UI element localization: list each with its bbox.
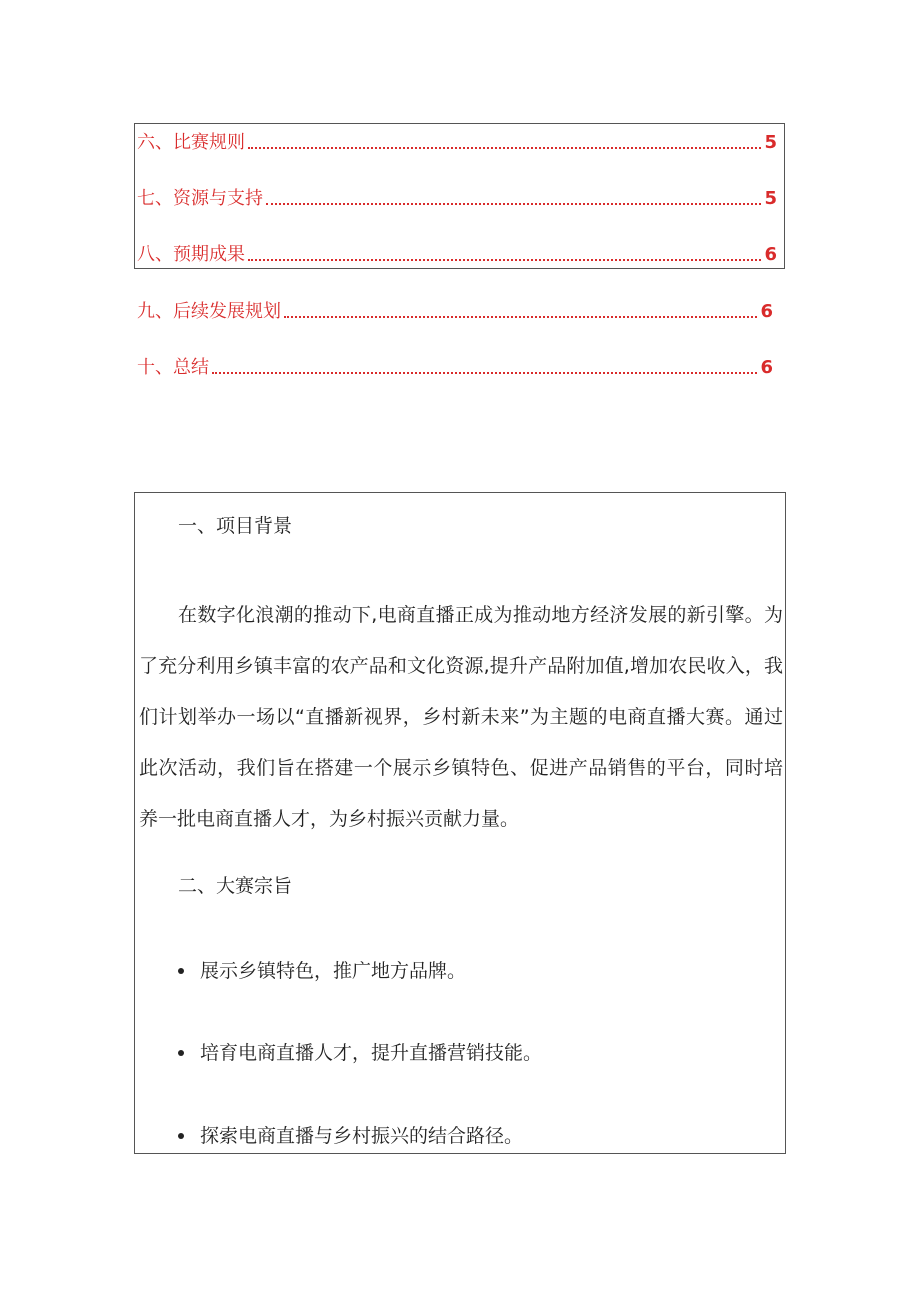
- bullet-dot-icon: [178, 1133, 184, 1139]
- toc-entry-9[interactable]: [137, 297, 773, 327]
- toc-entry-title: 九、后续发展规划: [137, 301, 281, 322]
- toc-entry-page: 6: [764, 244, 777, 265]
- purpose-bullet-text: 展示乡镇特色，推广地方品牌。: [200, 960, 467, 982]
- purpose-bullet-text: 探索电商直播与乡村振兴的结合路径。: [200, 1125, 524, 1147]
- toc-leader-dots: [212, 372, 757, 374]
- purpose-bullet-text: 培育电商直播人才，提升直播营销技能。: [200, 1042, 543, 1064]
- bullet-dot-icon: [178, 1050, 184, 1056]
- toc-entry-page: 5: [764, 188, 777, 209]
- toc-entry-title: 八、预期成果: [137, 244, 245, 265]
- section-heading-purpose: 二、大赛宗旨: [178, 875, 293, 897]
- toc-entry-page: 6: [760, 357, 773, 378]
- toc-entry-page: 6: [760, 301, 773, 322]
- toc-entry-page: 5: [764, 132, 777, 153]
- background-paragraph: 在数字化浪潮的推动下,电商直播正成为推动地方经济发展的新引擎。为了充分利用乡镇丰富的农产品和文化资源,提升产品附加值,增加农民收入，我们计划举办一场以“直播新视界，乡村新未来”为主题的电商直播大赛。通过此次活动，我们旨在搭建一个展示乡镇特色、促进产品销售的平台，同时培养一批电商直播人才，为乡村振兴贡献力量。: [139, 604, 783, 830]
- purpose-bullet-item: [178, 1121, 523, 1151]
- toc-entry-title: 七、资源与支持: [137, 188, 263, 209]
- toc-entry-8[interactable]: [137, 240, 777, 270]
- toc-entry-6[interactable]: [137, 128, 777, 158]
- toc-leader-dots: [284, 316, 757, 318]
- toc-entry-7[interactable]: [137, 184, 777, 214]
- toc-entry-title: 六、比赛规则: [137, 132, 245, 153]
- purpose-bullet-item: [178, 1038, 542, 1068]
- toc-leader-dots: [248, 259, 761, 261]
- toc-entry-title: 十、总结: [137, 357, 209, 378]
- toc-entry-10[interactable]: [137, 353, 773, 383]
- section-heading-background: 一、项目背景: [178, 515, 293, 537]
- purpose-bullet-item: [178, 956, 466, 986]
- toc-leader-dots: [248, 147, 761, 149]
- bullet-dot-icon: [178, 968, 184, 974]
- toc-leader-dots: [266, 203, 761, 205]
